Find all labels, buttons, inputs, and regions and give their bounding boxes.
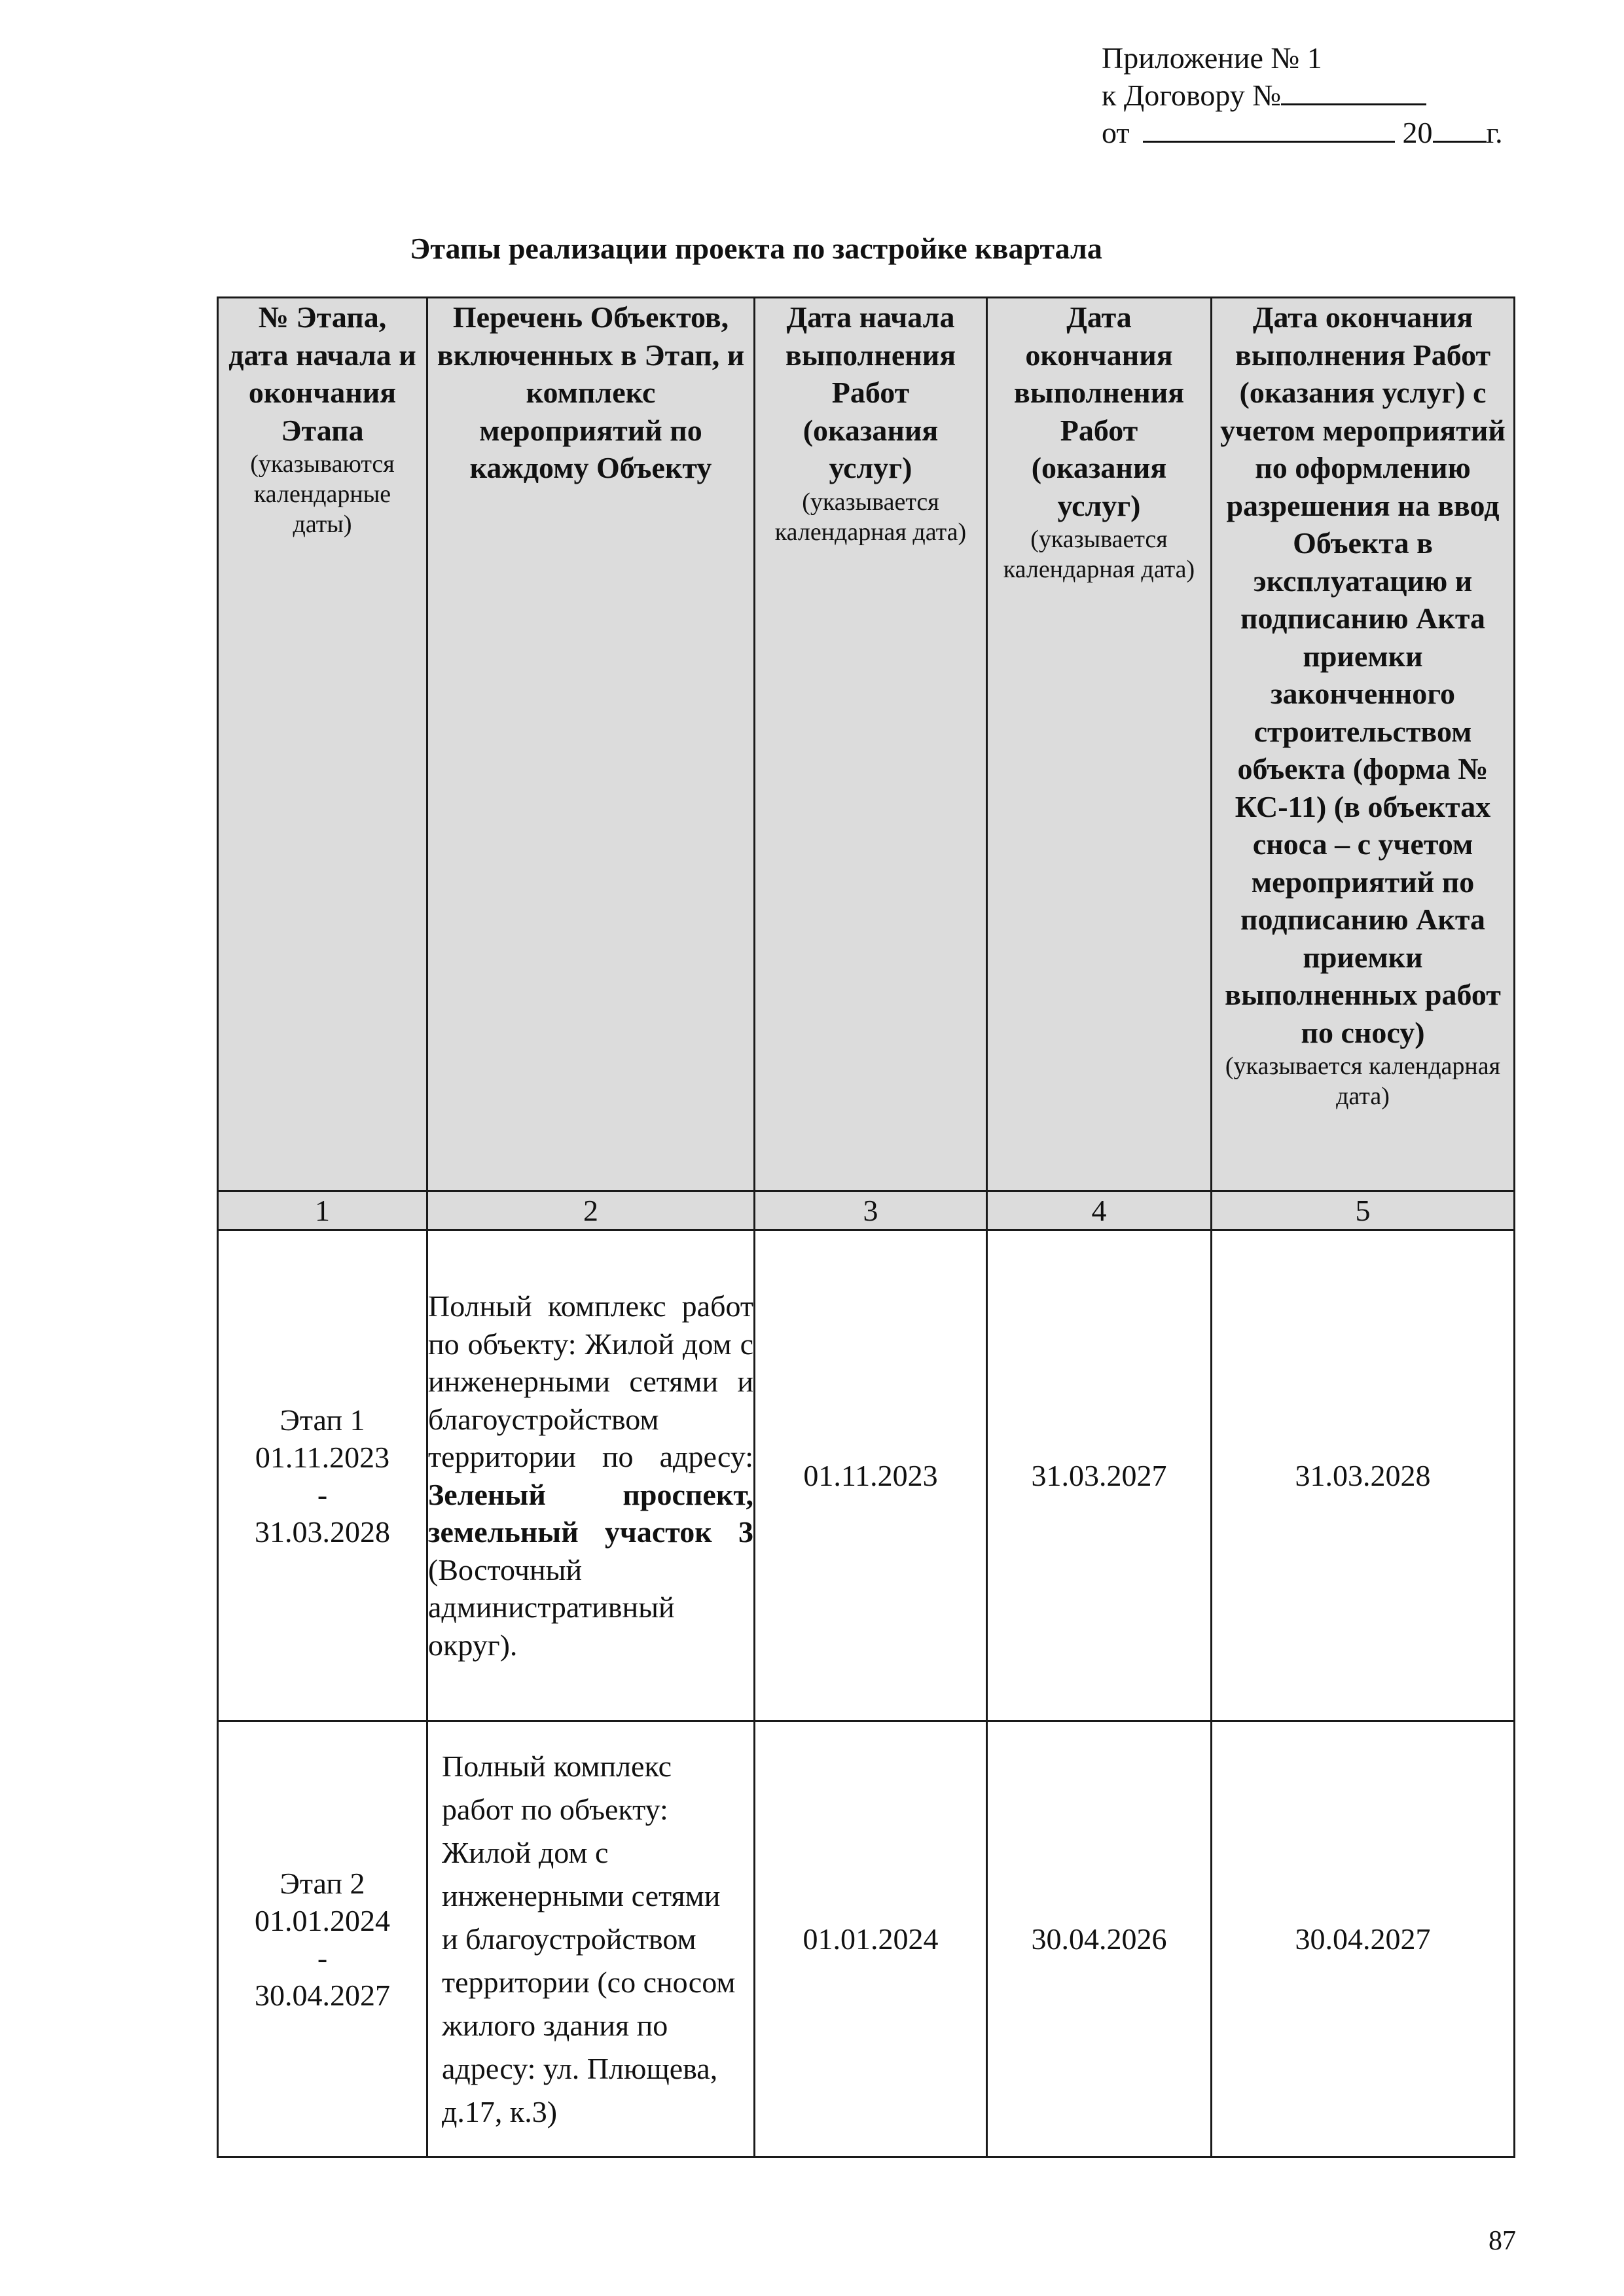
table-row [218,1230,1515,1721]
stage-cell: Этап 1 01.11.2023 - 31.03.2028 [218,1230,427,1721]
year-blank [1433,115,1487,143]
header-objects: Перечень Объектов, включенных в Этап, и комплекс мероприятий по каждому Объекту [427,298,755,1191]
year-prefix: 20 [1402,116,1433,149]
stages-table [217,296,1515,2158]
objects-description: Полный комплекс работ по объекту: Жилой дом с инженерными сетями и благоустройством территории (со сносом жилого здания по адресу: ул. Плющева, д.17, к.3) [427,1721,755,2157]
appendix-line-2 [1102,77,1503,114]
end-date: 31.03.2027 [987,1230,1212,1721]
document-title: Этапы реализации проекта по застройке квартала [410,232,1102,265]
date-blank [1143,115,1395,143]
column-number: 4 [987,1191,1212,1230]
stage-cell: Этап 2 01.01.2024 - 30.04.2027 [218,1721,427,2157]
contract-number-blank [1281,77,1426,105]
header-final-date: Дата окончания выполнения Работ (оказания услуг) с учетом мероприятий по оформлению разрешения на ввод Объекта в эксплуатацию и подписанию Акта приемки законченного строительством объекта (форма № КС-11) (в объектах сноса – с учетом мероприятий по подписанию Акта приемки выполненных работ по сносу) (указывается календарная дата) [1212,298,1515,1191]
column-numbers-row [218,1191,1515,1230]
contract-number-label: к Договору № [1102,79,1282,112]
appendix-line-1: Приложение № 1 [1102,41,1322,75]
header-start-date: Дата начала выполнения Работ (оказания услуг) (указывается календарная дата) [755,298,987,1191]
end-date: 30.04.2026 [987,1721,1212,2157]
column-number: 5 [1212,1191,1515,1230]
date-label: от [1102,116,1130,149]
appendix-header [1102,39,1503,151]
table-header-row [218,298,1515,1191]
final-date: 30.04.2027 [1212,1721,1515,2157]
start-date: 01.11.2023 [755,1230,987,1721]
header-stage: № Этапа, дата начала и окончания Этапа (указываются календарные даты) [218,298,427,1191]
start-date: 01.01.2024 [755,1721,987,2157]
objects-description: Полный комплекс работ по объекту: Жилой дом с инженерными сетями и благоустройством территории по адресу: Зеленый проспект, земельный участок 3 (Восточный административный округ). [427,1230,755,1721]
column-number: 2 [427,1191,755,1230]
page-number: 87 [1489,2226,1516,2256]
final-date: 31.03.2028 [1212,1230,1515,1721]
year-suffix: г. [1486,116,1503,149]
appendix-line-3 [1102,114,1503,151]
table-row [218,1721,1515,2157]
header-end-date: Дата окончания выполнения Работ (оказания услуг) (указывается календарная дата) [987,298,1212,1191]
column-number: 1 [218,1191,427,1230]
column-number: 3 [755,1191,987,1230]
